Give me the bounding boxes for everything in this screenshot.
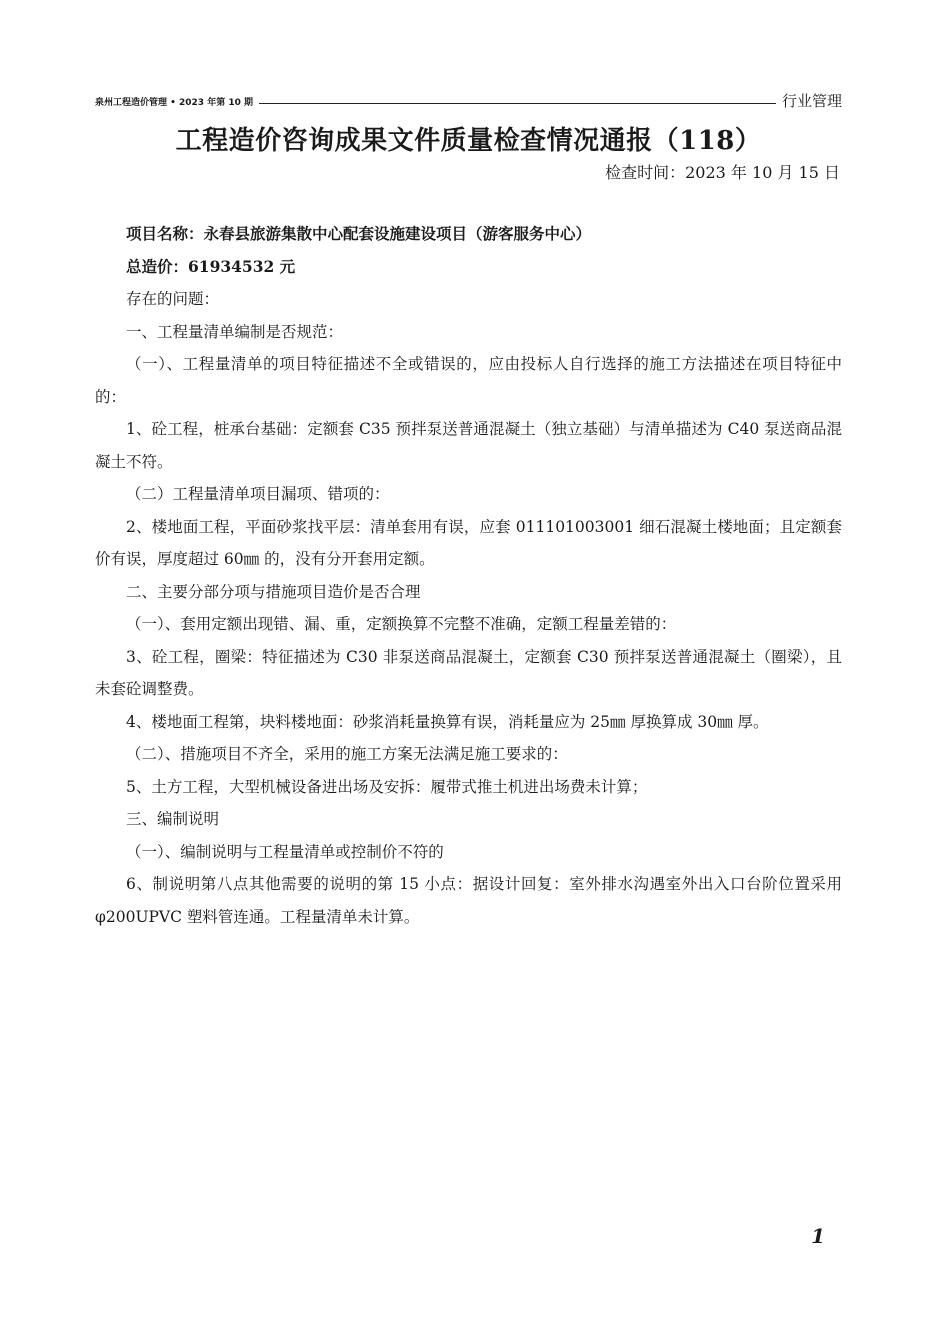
paragraph: （二）工程量清单项目漏项、错项的： xyxy=(126,485,390,503)
paragraph: （二）、措施项目不齐全，采用的施工方案无法满足施工要求的： xyxy=(126,745,568,763)
paragraph: 5、土方工程，大型机械设备进出场及安拆：履带式推土机进出场费未计算； xyxy=(126,777,648,796)
inspection-date: 检查时间：2023 年 10 月 15 日 xyxy=(605,163,840,182)
header-rule xyxy=(259,103,776,104)
paragraph: 二、主要分部分项与措施项目造价是否合理 xyxy=(126,582,421,601)
paragraph: 1、砼工程，桩承台基础：定额套 C35 预拌泵送普通混凝土（独立基础）与清单描述为 C40 泵送商品混凝土不符。 xyxy=(95,420,842,471)
paragraph: 存在的问题： xyxy=(126,290,220,308)
paragraph: （一）、套用定额出现错、漏、重，定额换算不完整不准确，定额工程量差错的： xyxy=(126,615,677,633)
project-name: 项目名称：永春县旅游集散中心配套设施建设项目（游客服务中心） xyxy=(126,224,592,243)
paragraph: 三、编制说明 xyxy=(126,810,220,828)
paragraph: （一）、工程量清单的项目特征描述不全或错误的，应由投标人自行选择的施工方法描述在项目特征中的： xyxy=(95,355,842,406)
total-cost: 总造价：61934532 元 xyxy=(126,256,296,276)
paragraph: 2、楼地面工程，平面砂浆找平层：清单套用有误，应套 011101003001 细石混凝土楼地面；且定额套价有误，厚度超过 60㎜ 的，没有分开套用定额。 xyxy=(95,517,842,568)
paragraph: 6、制说明第八点其他需要的说明的第 15 小点：据设计回复：室外排水沟遇室外出入口台阶位置采用 φ200UPVC 塑料管连通。工程量清单未计算。 xyxy=(95,875,842,926)
paragraph: （一）、编制说明与工程量清单或控制价不符的 xyxy=(126,842,444,861)
report-body xyxy=(95,218,842,933)
page-number: 1 xyxy=(811,1224,825,1248)
paragraph: 3、砼工程，圈梁：特征描述为 C30 非泵送商品混凝土，定额套 C30 预拌泵送普通混凝土（圈梁），且未套砼调整费。 xyxy=(95,647,842,698)
section-label: 行业管理 xyxy=(781,92,842,110)
page-header xyxy=(95,89,842,111)
paragraph: 一、工程量清单编制是否规范： xyxy=(126,322,344,341)
report-title: 工程造价咨询成果文件质量检查情况通报（118） xyxy=(175,126,762,156)
journal-issue: 泉州工程造价管理 • 2023 年第 10 期 xyxy=(95,98,253,108)
paragraph: 4、楼地面工程第，块料楼地面：砂浆消耗量换算有误，消耗量应为 25㎜ 厚换算成 30㎜ 厚。 xyxy=(126,712,769,731)
